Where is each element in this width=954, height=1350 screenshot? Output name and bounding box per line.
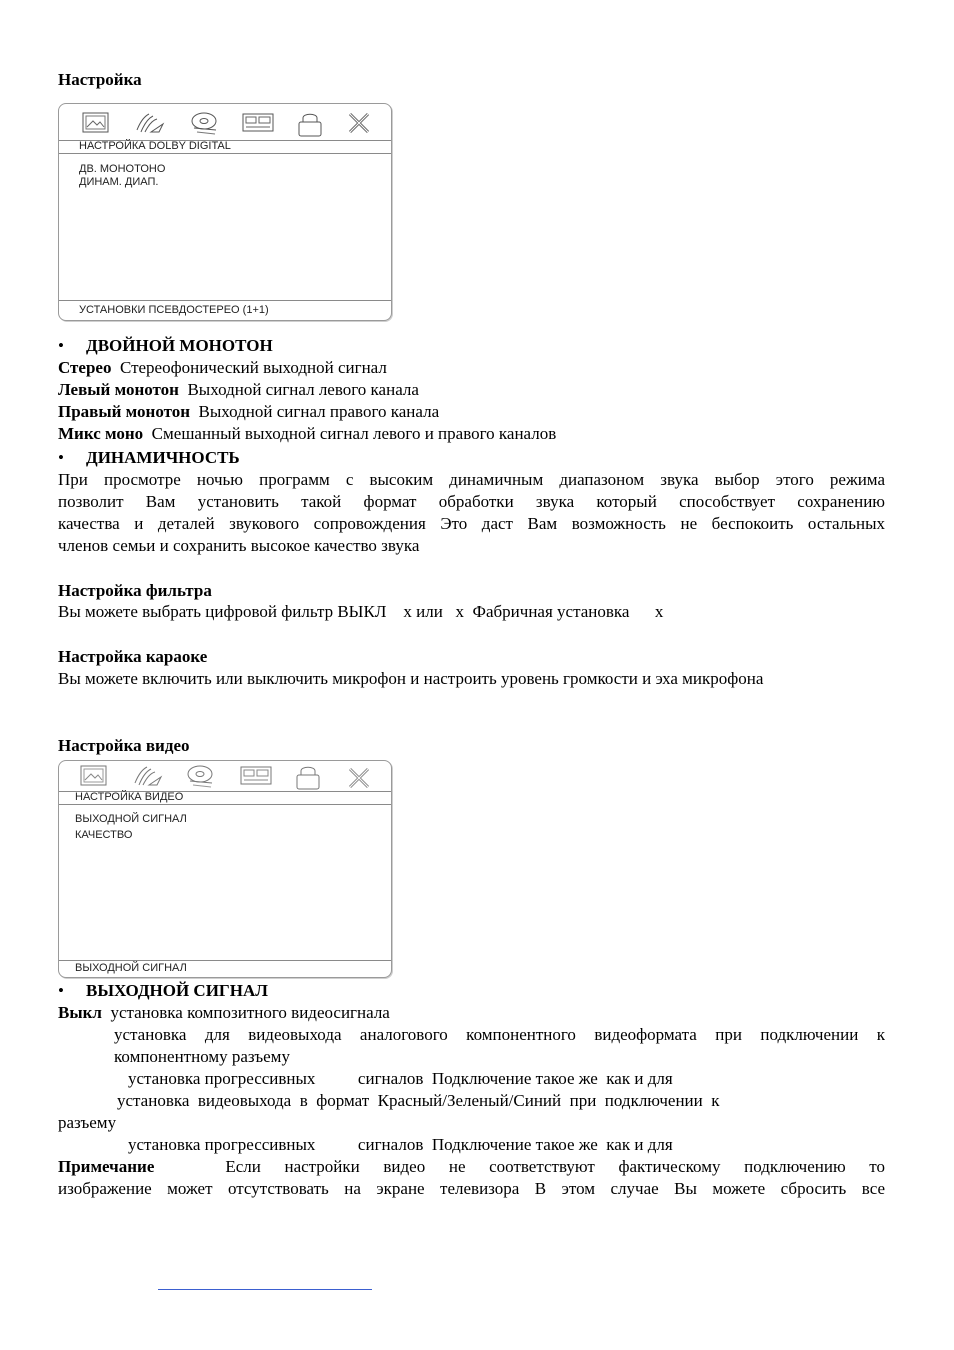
row-off xyxy=(58,1002,390,1024)
dual-mono-heading: ДВОЙНОЙ МОНОТОН xyxy=(86,336,273,355)
video-icon[interactable] xyxy=(241,110,275,136)
osd-footer-divider xyxy=(59,300,391,301)
note-line-1 xyxy=(58,1156,885,1178)
row-rgb-line-1: установка видеовыхода в формат Красный/Зеленый/Синий при подключении к xyxy=(117,1091,720,1110)
desc: Стереофонический выходной сигнал xyxy=(119,358,387,377)
osd-footer: УСТАНОВКИ ПСЕВДОСТЕРЕО (1+1) xyxy=(79,304,269,316)
term: Выкл xyxy=(58,1003,102,1022)
row-left-mono xyxy=(58,379,419,401)
osd-footer: ВЫХОДНОЙ СИГНАЛ xyxy=(75,962,187,974)
row-progressive-1: установка прогрессивных сигналов Подключение такое же как и для xyxy=(128,1069,673,1088)
video-heading: Настройка видео xyxy=(58,736,190,755)
osd-menu-video xyxy=(58,760,392,978)
row-rgb-line-2: разъему xyxy=(58,1113,117,1132)
disc-icon[interactable] xyxy=(189,110,221,136)
dynamics-line-3: качества и деталей звукового сопровождения Это даст Вам возможность не беспокоить остальных xyxy=(58,514,885,533)
audio-icon[interactable] xyxy=(131,763,165,789)
lock-icon[interactable] xyxy=(293,763,323,791)
dynamics-line-1: При просмотре ночью программ с высоким динамичным диапазоном звука выбор этого режима xyxy=(58,470,885,489)
osd-item-dual-mono[interactable]: ДВ. МОНОТОНО xyxy=(79,163,166,175)
osd-footer-divider xyxy=(59,960,391,961)
bullet-video-output xyxy=(58,980,268,1002)
bullet-icon: • xyxy=(58,981,64,1000)
dynamics-line-2: позволит Вам установить такой формат обработки звука который способствует сохранению xyxy=(58,492,885,511)
dynamics-heading: ДИНАМИЧНОСТЬ xyxy=(86,448,240,467)
osd-item-dynamic-range[interactable]: ДИНАМ. ДИАП. xyxy=(79,176,159,188)
lock-icon[interactable] xyxy=(295,110,325,138)
term: Левый монотон xyxy=(58,380,179,399)
bullet-icon: • xyxy=(58,336,64,355)
osd-menu-dolby xyxy=(58,103,392,321)
desc: Выходной сигнал левого канала xyxy=(187,380,419,399)
picture-icon[interactable] xyxy=(81,110,111,136)
row-component-line-1: установка для видеовыхода аналогового компонентного видеоформата при подключении к xyxy=(114,1025,885,1044)
osd-item-quality[interactable]: КАЧЕСТВО xyxy=(75,829,133,841)
term: Стерео xyxy=(58,358,112,377)
row-component-line-2: компонентному разъему xyxy=(114,1047,290,1066)
note-text-1: Если настройки видео не соответствуют фактическому подключению то xyxy=(225,1157,885,1176)
row-mix-mono xyxy=(58,423,556,445)
row-stereo xyxy=(58,357,387,379)
bullet-icon: • xyxy=(58,448,64,467)
note-term: Примечание xyxy=(58,1157,155,1176)
disc-icon[interactable] xyxy=(185,763,217,789)
karaoke-heading: Настройка караоке xyxy=(58,647,208,666)
bullet-dual-mono xyxy=(58,335,273,357)
exit-icon[interactable] xyxy=(347,765,373,791)
osd-icon-bar xyxy=(59,761,391,792)
footer-link-underline[interactable] xyxy=(158,1289,372,1290)
video-output-heading: ВЫХОДНОЙ СИГНАЛ xyxy=(86,981,268,1000)
filter-heading: Настройка фильтра xyxy=(58,581,212,600)
exit-icon[interactable] xyxy=(347,110,373,136)
audio-icon[interactable] xyxy=(133,110,167,136)
section-heading-setup: Настройка xyxy=(58,70,142,89)
osd-divider xyxy=(59,153,391,154)
osd-icon-bar xyxy=(59,104,391,141)
term: Микс моно xyxy=(58,424,144,443)
desc: Смешанный выходной сигнал левого и правого каналов xyxy=(151,424,557,443)
osd-divider xyxy=(59,804,391,805)
desc: Выходной сигнал правого канала xyxy=(198,402,440,421)
row-progressive-2: установка прогрессивных сигналов Подключение такое же как и для xyxy=(128,1135,673,1154)
picture-icon[interactable] xyxy=(79,763,109,789)
video-icon[interactable] xyxy=(239,763,273,789)
note-line-2: изображение может отсутствовать на экране телевизора В этом случае Вы можете сбросить все xyxy=(58,1179,885,1198)
osd-item-video-output[interactable]: ВЫХОДНОЙ СИГНАЛ xyxy=(75,813,187,825)
osd-title: НАСТРОЙКА DOLBY DIGITAL xyxy=(79,140,231,152)
row-right-mono xyxy=(58,401,439,423)
filter-text: Вы можете выбрать цифровой фильтр ВЫКЛ x или x Фабричная установка x xyxy=(58,602,664,621)
dynamics-line-4: членов семьи и сохранить высокое качество звука xyxy=(58,536,420,555)
desc: установка композитного видеосигнала xyxy=(110,1003,390,1022)
term: Правый монотон xyxy=(58,402,191,421)
osd-title: НАСТРОЙКА ВИДЕО xyxy=(75,791,184,803)
bullet-dynamics xyxy=(58,447,240,469)
karaoke-text: Вы можете включить или выключить микрофон и настроить уровень громкости и эха микрофона xyxy=(58,669,764,688)
